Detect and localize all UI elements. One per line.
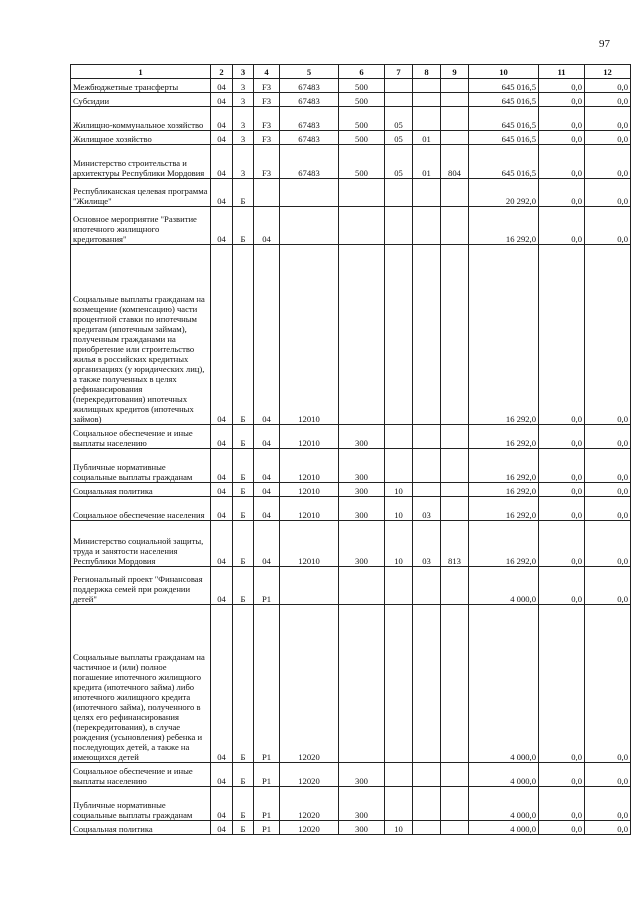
code-cell: 300 [339, 821, 385, 835]
column-header: 6 [339, 65, 385, 79]
code-cell: 300 [339, 497, 385, 521]
amount-cell: 0,0 [539, 425, 585, 449]
code-cell: 500 [339, 93, 385, 107]
amount-cell: 4 000,0 [469, 567, 539, 605]
table-row [71, 605, 631, 763]
code-cell: 12010 [280, 521, 339, 567]
code-cell [385, 93, 413, 107]
table-row [71, 245, 631, 425]
amount-cell: 4 000,0 [469, 763, 539, 787]
row-name-cell: Социальное обеспечение и иные выплаты населению [71, 425, 211, 449]
code-cell: 04 [254, 449, 280, 483]
table-row [71, 93, 631, 107]
code-cell [441, 245, 469, 425]
code-cell: 12020 [280, 821, 339, 835]
amount-cell: 0,0 [539, 93, 585, 107]
code-cell: 05 [385, 107, 413, 131]
code-cell: Б [233, 821, 254, 835]
row-name-cell: Межбюджетные трансферты [71, 79, 211, 93]
amount-cell: 0,0 [585, 449, 631, 483]
code-cell: 04 [211, 605, 233, 763]
row-name-cell: Социальная политика [71, 483, 211, 497]
row-name-cell: Жилищно-коммунальное хозяйство [71, 107, 211, 131]
code-cell [441, 497, 469, 521]
code-cell: 12010 [280, 449, 339, 483]
amount-cell: 0,0 [539, 245, 585, 425]
code-cell: 04 [211, 131, 233, 145]
code-cell [280, 567, 339, 605]
code-cell: 500 [339, 107, 385, 131]
code-cell: P1 [254, 567, 280, 605]
code-cell [413, 821, 441, 835]
amount-cell: 4 000,0 [469, 787, 539, 821]
code-cell: 500 [339, 145, 385, 179]
column-header: 1 [71, 65, 211, 79]
code-cell [385, 79, 413, 93]
amount-cell: 0,0 [539, 497, 585, 521]
code-cell: 04 [254, 483, 280, 497]
code-cell: Б [233, 245, 254, 425]
amount-cell: 16 292,0 [469, 497, 539, 521]
code-cell: 04 [211, 497, 233, 521]
code-cell: 10 [385, 521, 413, 567]
code-cell: 67483 [280, 93, 339, 107]
code-cell: 10 [385, 483, 413, 497]
amount-cell: 0,0 [539, 821, 585, 835]
code-cell: 300 [339, 521, 385, 567]
code-cell: 04 [211, 93, 233, 107]
code-cell: Б [233, 787, 254, 821]
code-cell [339, 567, 385, 605]
table-row [71, 107, 631, 131]
column-header: 10 [469, 65, 539, 79]
table-row [71, 79, 631, 93]
amount-cell: 16 292,0 [469, 483, 539, 497]
code-cell [413, 107, 441, 131]
code-cell: 67483 [280, 131, 339, 145]
amount-cell: 16 292,0 [469, 207, 539, 245]
code-cell: 04 [254, 425, 280, 449]
code-cell: Б [233, 605, 254, 763]
code-cell [385, 245, 413, 425]
code-cell: 12010 [280, 497, 339, 521]
code-cell: 67483 [280, 145, 339, 179]
code-cell [441, 425, 469, 449]
code-cell: 300 [339, 425, 385, 449]
amount-cell: 16 292,0 [469, 449, 539, 483]
code-cell: 04 [254, 245, 280, 425]
code-cell: Б [233, 207, 254, 245]
code-cell [413, 483, 441, 497]
amount-cell: 0,0 [539, 131, 585, 145]
row-name-cell: Республиканская целевая программа "Жилище" [71, 179, 211, 207]
code-cell [339, 605, 385, 763]
column-header: 3 [233, 65, 254, 79]
amount-cell: 0,0 [585, 821, 631, 835]
code-cell: 300 [339, 449, 385, 483]
code-cell: F3 [254, 79, 280, 93]
amount-cell: 0,0 [539, 145, 585, 179]
code-cell: 04 [211, 483, 233, 497]
amount-cell: 0,0 [539, 79, 585, 93]
row-name-cell: Социальное обеспечение населения [71, 497, 211, 521]
code-cell [280, 207, 339, 245]
code-cell: 12010 [280, 483, 339, 497]
code-cell: 04 [211, 79, 233, 93]
amount-cell: 645 016,5 [469, 79, 539, 93]
code-cell [441, 107, 469, 131]
row-name-cell: Субсидии [71, 93, 211, 107]
amount-cell: 0,0 [585, 131, 631, 145]
amount-cell: 0,0 [539, 787, 585, 821]
amount-cell: 16 292,0 [469, 425, 539, 449]
code-cell [339, 179, 385, 207]
code-cell: 813 [441, 521, 469, 567]
row-name-cell: Социальные выплаты гражданам на частичное и (или) полное погашение ипотечного жилищного кредита (ипотечного займа) либо ипотечного жилищного кредита (ипотечного займа), полученного в целях его рефинансирования (перекредитования), в случае рождения (усыновления) ребенка и последующих детей, а также на имеющихся детей [71, 605, 211, 763]
column-header: 5 [280, 65, 339, 79]
row-name-cell: Жилищное хозяйство [71, 131, 211, 145]
amount-cell: 20 292,0 [469, 179, 539, 207]
code-cell: Б [233, 425, 254, 449]
amount-cell: 0,0 [585, 207, 631, 245]
code-cell: 300 [339, 483, 385, 497]
column-header: 11 [539, 65, 585, 79]
code-cell [441, 179, 469, 207]
table-row [71, 521, 631, 567]
code-cell: 01 [413, 145, 441, 179]
amount-cell: 0,0 [585, 79, 631, 93]
table-row [71, 207, 631, 245]
code-cell [413, 93, 441, 107]
code-cell: P1 [254, 787, 280, 821]
code-cell [413, 79, 441, 93]
code-cell [339, 245, 385, 425]
code-cell [441, 787, 469, 821]
amount-cell: 0,0 [539, 107, 585, 131]
table-row [71, 763, 631, 787]
amount-cell: 0,0 [585, 483, 631, 497]
amount-cell: 0,0 [585, 763, 631, 787]
row-name-cell: Министерство социальной защиты, труда и занятости населения Республики Мордовия [71, 521, 211, 567]
code-cell [441, 207, 469, 245]
code-cell [441, 821, 469, 835]
code-cell: 04 [211, 567, 233, 605]
table-row [71, 425, 631, 449]
code-cell [413, 179, 441, 207]
amount-cell: 0,0 [585, 107, 631, 131]
code-cell: 300 [339, 763, 385, 787]
amount-cell: 0,0 [539, 521, 585, 567]
amount-cell: 0,0 [539, 449, 585, 483]
code-cell: 12020 [280, 787, 339, 821]
code-cell [385, 605, 413, 763]
amount-cell: 645 016,5 [469, 145, 539, 179]
code-cell [413, 245, 441, 425]
table-row [71, 131, 631, 145]
row-name-cell: Публичные нормативные социальные выплаты гражданам [71, 787, 211, 821]
column-header: 7 [385, 65, 413, 79]
code-cell: F3 [254, 107, 280, 131]
code-cell: Б [233, 449, 254, 483]
amount-cell: 0,0 [585, 245, 631, 425]
table-row [71, 787, 631, 821]
code-cell [413, 425, 441, 449]
code-cell [441, 567, 469, 605]
code-cell: 10 [385, 497, 413, 521]
code-cell [413, 449, 441, 483]
code-cell [413, 763, 441, 787]
code-cell [280, 179, 339, 207]
code-cell: 12010 [280, 245, 339, 425]
page-number: 97 [599, 38, 610, 50]
amount-cell: 0,0 [585, 521, 631, 567]
column-header: 9 [441, 65, 469, 79]
code-cell: 3 [233, 131, 254, 145]
code-cell: 3 [233, 145, 254, 179]
code-cell: 05 [385, 131, 413, 145]
code-cell: 67483 [280, 79, 339, 93]
code-cell [413, 207, 441, 245]
code-cell [441, 93, 469, 107]
code-cell: 04 [211, 425, 233, 449]
column-header: 12 [585, 65, 631, 79]
table-row [71, 179, 631, 207]
amount-cell: 16 292,0 [469, 245, 539, 425]
code-cell: 12020 [280, 763, 339, 787]
row-name-cell: Министерство строительства и архитектуры Республики Мордовия [71, 145, 211, 179]
budget-table [70, 64, 631, 835]
code-cell: 10 [385, 821, 413, 835]
amount-cell: 0,0 [585, 93, 631, 107]
code-cell: 04 [211, 821, 233, 835]
code-cell: 04 [211, 107, 233, 131]
code-cell: 67483 [280, 107, 339, 131]
code-cell [413, 605, 441, 763]
table-row [71, 449, 631, 483]
amount-cell: 645 016,5 [469, 93, 539, 107]
code-cell: 3 [233, 107, 254, 131]
table-row [71, 821, 631, 835]
code-cell: 04 [211, 207, 233, 245]
amount-cell: 645 016,5 [469, 131, 539, 145]
code-cell: 04 [254, 521, 280, 567]
code-cell [413, 787, 441, 821]
amount-cell: 0,0 [585, 497, 631, 521]
row-name-cell: Основное мероприятие "Развитие ипотечного жилищного кредитования" [71, 207, 211, 245]
code-cell: 04 [211, 787, 233, 821]
amount-cell: 0,0 [539, 605, 585, 763]
amount-cell: 0,0 [585, 179, 631, 207]
code-cell: 03 [413, 521, 441, 567]
row-name-cell: Социальная политика [71, 821, 211, 835]
amount-cell: 0,0 [585, 567, 631, 605]
code-cell: Б [233, 763, 254, 787]
code-cell: 03 [413, 497, 441, 521]
code-cell: 04 [211, 179, 233, 207]
code-cell [385, 179, 413, 207]
code-cell: 01 [413, 131, 441, 145]
column-header: 8 [413, 65, 441, 79]
amount-cell: 0,0 [539, 567, 585, 605]
amount-cell: 0,0 [539, 763, 585, 787]
table-body [71, 79, 631, 835]
code-cell: Б [233, 179, 254, 207]
code-cell: 04 [211, 763, 233, 787]
amount-cell: 0,0 [539, 207, 585, 245]
amount-cell: 0,0 [539, 179, 585, 207]
code-cell [254, 179, 280, 207]
code-cell: P1 [254, 763, 280, 787]
amount-cell: 0,0 [585, 605, 631, 763]
row-name-cell: Социальные выплаты гражданам на возмещение (компенсацию) части процентной ставки по ипотечным кредитам (ипотечным займам), полученным гражданами на приобретение или строительство жилья в российских кредитных организациях (у юридических лиц), а также полученных в целях рефинансирования (перекредитования) ипотечных жилищных кредитов (ипотечных займов) [71, 245, 211, 425]
code-cell: 500 [339, 79, 385, 93]
code-cell: 04 [211, 449, 233, 483]
code-cell [441, 79, 469, 93]
amount-cell: 645 016,5 [469, 107, 539, 131]
code-cell: 3 [233, 93, 254, 107]
table-row [71, 497, 631, 521]
code-cell: 300 [339, 787, 385, 821]
code-cell: 04 [211, 521, 233, 567]
column-header: 4 [254, 65, 280, 79]
column-header: 2 [211, 65, 233, 79]
code-cell: 500 [339, 131, 385, 145]
code-cell: 12010 [280, 425, 339, 449]
code-cell: 04 [211, 245, 233, 425]
code-cell [441, 449, 469, 483]
code-cell: 04 [211, 145, 233, 179]
amount-cell: 0,0 [585, 787, 631, 821]
table-row [71, 483, 631, 497]
row-name-cell: Региональный проект "Финансовая поддержка семей при рождении детей" [71, 567, 211, 605]
code-cell [441, 131, 469, 145]
code-cell: F3 [254, 93, 280, 107]
code-cell [441, 763, 469, 787]
code-cell [339, 207, 385, 245]
table-header-row [71, 65, 631, 79]
amount-cell: 0,0 [585, 145, 631, 179]
row-name-cell: Социальное обеспечение и иные выплаты населению [71, 763, 211, 787]
code-cell: 12020 [280, 605, 339, 763]
code-cell: Б [233, 497, 254, 521]
code-cell [385, 425, 413, 449]
table-row [71, 145, 631, 179]
code-cell [441, 605, 469, 763]
code-cell: 04 [254, 497, 280, 521]
amount-cell: 0,0 [539, 483, 585, 497]
code-cell [385, 207, 413, 245]
code-cell: F3 [254, 131, 280, 145]
row-name-cell: Публичные нормативные социальные выплаты гражданам [71, 449, 211, 483]
code-cell [413, 567, 441, 605]
amount-cell: 4 000,0 [469, 605, 539, 763]
code-cell [441, 483, 469, 497]
code-cell: F3 [254, 145, 280, 179]
code-cell: Б [233, 483, 254, 497]
code-cell: 804 [441, 145, 469, 179]
code-cell [385, 787, 413, 821]
code-cell [385, 449, 413, 483]
code-cell [385, 763, 413, 787]
code-cell: P1 [254, 821, 280, 835]
code-cell: Б [233, 521, 254, 567]
code-cell: P1 [254, 605, 280, 763]
code-cell: 05 [385, 145, 413, 179]
code-cell: 04 [254, 207, 280, 245]
table-row [71, 567, 631, 605]
code-cell: Б [233, 567, 254, 605]
code-cell: 3 [233, 79, 254, 93]
code-cell [385, 567, 413, 605]
amount-cell: 4 000,0 [469, 821, 539, 835]
amount-cell: 16 292,0 [469, 521, 539, 567]
amount-cell: 0,0 [585, 425, 631, 449]
